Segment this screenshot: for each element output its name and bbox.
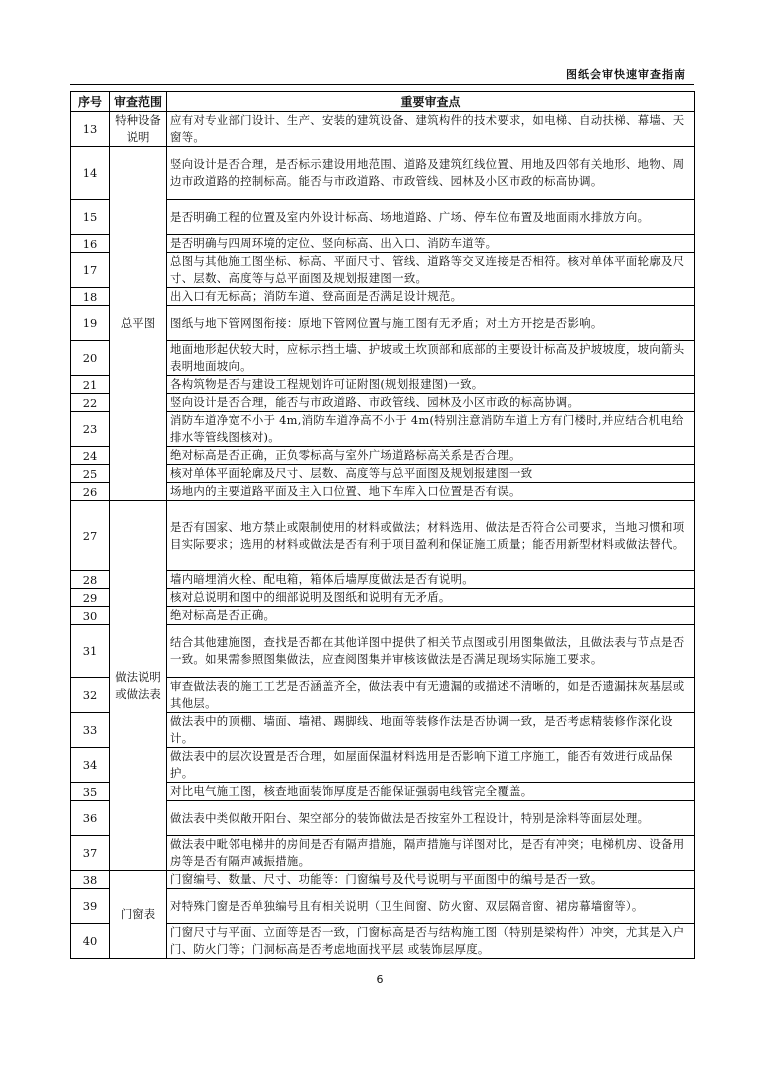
row-scope: 做法说明或做法表 <box>110 501 167 871</box>
row-content: 对特殊门窗是否单独编号且有相关说明（卫生间窗、防火窗、双层隔音窗、裙房幕墙窗等）。 <box>167 889 695 924</box>
row-content: 绝对标高是否正确，正负零标高与室外广场道路标高关系是否合理。 <box>167 447 695 465</box>
row-number: 18 <box>71 288 110 306</box>
row-content: 图纸与地下管网图衔接：原地下管网位置与施工图有无矛盾；对土方开挖是否影响。 <box>167 306 695 341</box>
table-row <box>71 112 695 147</box>
row-scope: 总平图 <box>110 147 167 501</box>
column-header-key-points: 重要审查点 <box>167 92 695 112</box>
row-number: 13 <box>71 112 110 147</box>
row-number: 36 <box>71 801 110 836</box>
row-number: 25 <box>71 465 110 483</box>
row-content: 总图与其他施工图坐标、标高、平面尺寸、管线、道路等交叉连接是否相符。核对单体平面轮廓及尺寸、层数、高度等与总平面图及规划报建图一致。 <box>167 253 695 288</box>
row-content: 结合其他建施图，查找是否都在其他详图中提供了相关节点图或引用图集做法，且做法表与节点是否一致。如果需参照图集做法，应查阅图集并审核该做法是否满足现场实际施工要求。 <box>167 625 695 678</box>
row-content: 做法表中的顶棚、墙面、墙裙、踢脚线、地面等装修作法是否协调一致，是否考虑精装修作深化设计。 <box>167 713 695 748</box>
row-content: 是否有国家、地方禁止或限制使用的材料或做法；材料选用、做法是否符合公司要求，当地习惯和项目实际要求；选用的材料或做法是否有利于项目盈利和保证施工质量；能否用新型材料或做法替代。 <box>167 501 695 571</box>
row-content: 出入口有无标高；消防车道、登高面是否满足设计规范。 <box>167 288 695 306</box>
table-header-row <box>71 92 695 112</box>
review-table <box>70 91 695 959</box>
row-content: 竖向设计是否合理，能否与市政道路、市政管线、园林及小区市政的标高协调。 <box>167 394 695 412</box>
row-content: 是否明确工程的位置及室内外设计标高、场地道路、广场、停车位布置及地面雨水排放方向。 <box>167 200 695 235</box>
table-row <box>71 871 695 889</box>
row-content: 审查做法表的施工工艺是否涵盖齐全，做法表中有无遗漏的或描述不清晰的，如是否遗漏抹灰基层或其他层。 <box>167 678 695 713</box>
row-number: 30 <box>71 607 110 625</box>
row-number: 21 <box>71 376 110 394</box>
row-number: 19 <box>71 306 110 341</box>
row-number: 29 <box>71 589 110 607</box>
row-number: 23 <box>71 412 110 447</box>
row-content: 门窗尺寸与平面、立面等是否一致，门窗标高是否与结构施工图（特别是梁构件）冲突，尤其是入户门、防火门等；门洞标高是否考虑地面找平层 或装饰层厚度。 <box>167 924 695 959</box>
row-number: 26 <box>71 483 110 501</box>
row-number: 14 <box>71 147 110 200</box>
document-header-title: 图纸会审快速审查指南 <box>566 68 686 81</box>
row-number: 24 <box>71 447 110 465</box>
row-number: 32 <box>71 678 110 713</box>
row-number: 37 <box>71 836 110 871</box>
row-content: 场地内的主要道路平面及主入口位置、地下车库入口位置是否有误。 <box>167 483 695 501</box>
row-number: 34 <box>71 748 110 783</box>
column-header-number: 序号 <box>71 92 110 112</box>
row-content: 做法表中毗邻电梯井的房间是否有隔声措施，隔声措施与详图对比，是否有冲突；电梯机房、设备用房等是否有隔声减振措施。 <box>167 836 695 871</box>
row-number: 15 <box>71 200 110 235</box>
row-content: 墙内暗埋消火栓、配电箱，箱体后墙厚度做法是否有说明。 <box>167 571 695 589</box>
row-number: 33 <box>71 713 110 748</box>
row-content: 核对总说明和图中的细部说明及图纸和说明有无矛盾。 <box>167 589 695 607</box>
row-number: 39 <box>71 889 110 924</box>
row-content: 核对单体平面轮廓及尺寸、层数、高度等与总平面图及规划报建图一致 <box>167 465 695 483</box>
row-number: 20 <box>71 341 110 376</box>
row-number: 27 <box>71 501 110 571</box>
row-content: 门窗编号、数量、尺寸、功能等：门窗编号及代号说明与平面图中的编号是否一致。 <box>167 871 695 889</box>
row-number: 38 <box>71 871 110 889</box>
row-content: 竖向设计是否合理，是否标示建设用地范围、道路及建筑红线位置、用地及四邻有关地形、地物、周边市政道路的控制标高。能否与市政道路、市政管线、园林及小区市政的标高协调。 <box>167 147 695 200</box>
row-number: 31 <box>71 625 110 678</box>
row-content: 各构筑物是否与建设工程规划许可证附图(规划报建图)一致。 <box>167 376 695 394</box>
row-content: 做法表中的层次设置是否合理，如屋面保温材料选用是否影响下道工序施工，能否有效进行成品保护。 <box>167 748 695 783</box>
row-scope: 特种设备说明 <box>110 112 167 147</box>
row-content: 应有对专业部门设计、生产、安装的建筑设备、建筑构件的技术要求，如电梯、自动扶梯、幕墙、天窗等。 <box>167 112 695 147</box>
row-number: 40 <box>71 924 110 959</box>
row-content: 做法表中类似敞开阳台、架空部分的装饰做法是否按室外工程设计，特别是涂料等面层处理。 <box>167 801 695 836</box>
row-number: 35 <box>71 783 110 801</box>
row-content: 绝对标高是否正确。 <box>167 607 695 625</box>
table-row <box>71 501 695 571</box>
page-number: 6 <box>376 973 384 986</box>
row-content: 地面地形起伏较大时，应标示挡土墙、护坡或土坎顶部和底部的主要设计标高及护坡坡度，坡向箭头表明地面坡向。 <box>167 341 695 376</box>
row-number: 16 <box>71 235 110 253</box>
row-content: 是否明确与四周环境的定位、竖向标高、出入口、消防车道等。 <box>167 235 695 253</box>
row-scope: 门窗表 <box>110 871 167 959</box>
header-rule <box>70 84 694 85</box>
column-header-scope: 审查范围 <box>110 92 167 112</box>
row-number: 22 <box>71 394 110 412</box>
table-row <box>71 147 695 200</box>
row-content: 对比电气施工图，核查地面装饰厚度是否能保证强弱电线管完全覆盖。 <box>167 783 695 801</box>
row-number: 17 <box>71 253 110 288</box>
row-number: 28 <box>71 571 110 589</box>
row-content: 消防车道净宽不小于 4m,消防车道净高不小于 4m(特别注意消防车道上方有门楼时,并应结合机电给排水等管线图核对)。 <box>167 412 695 447</box>
